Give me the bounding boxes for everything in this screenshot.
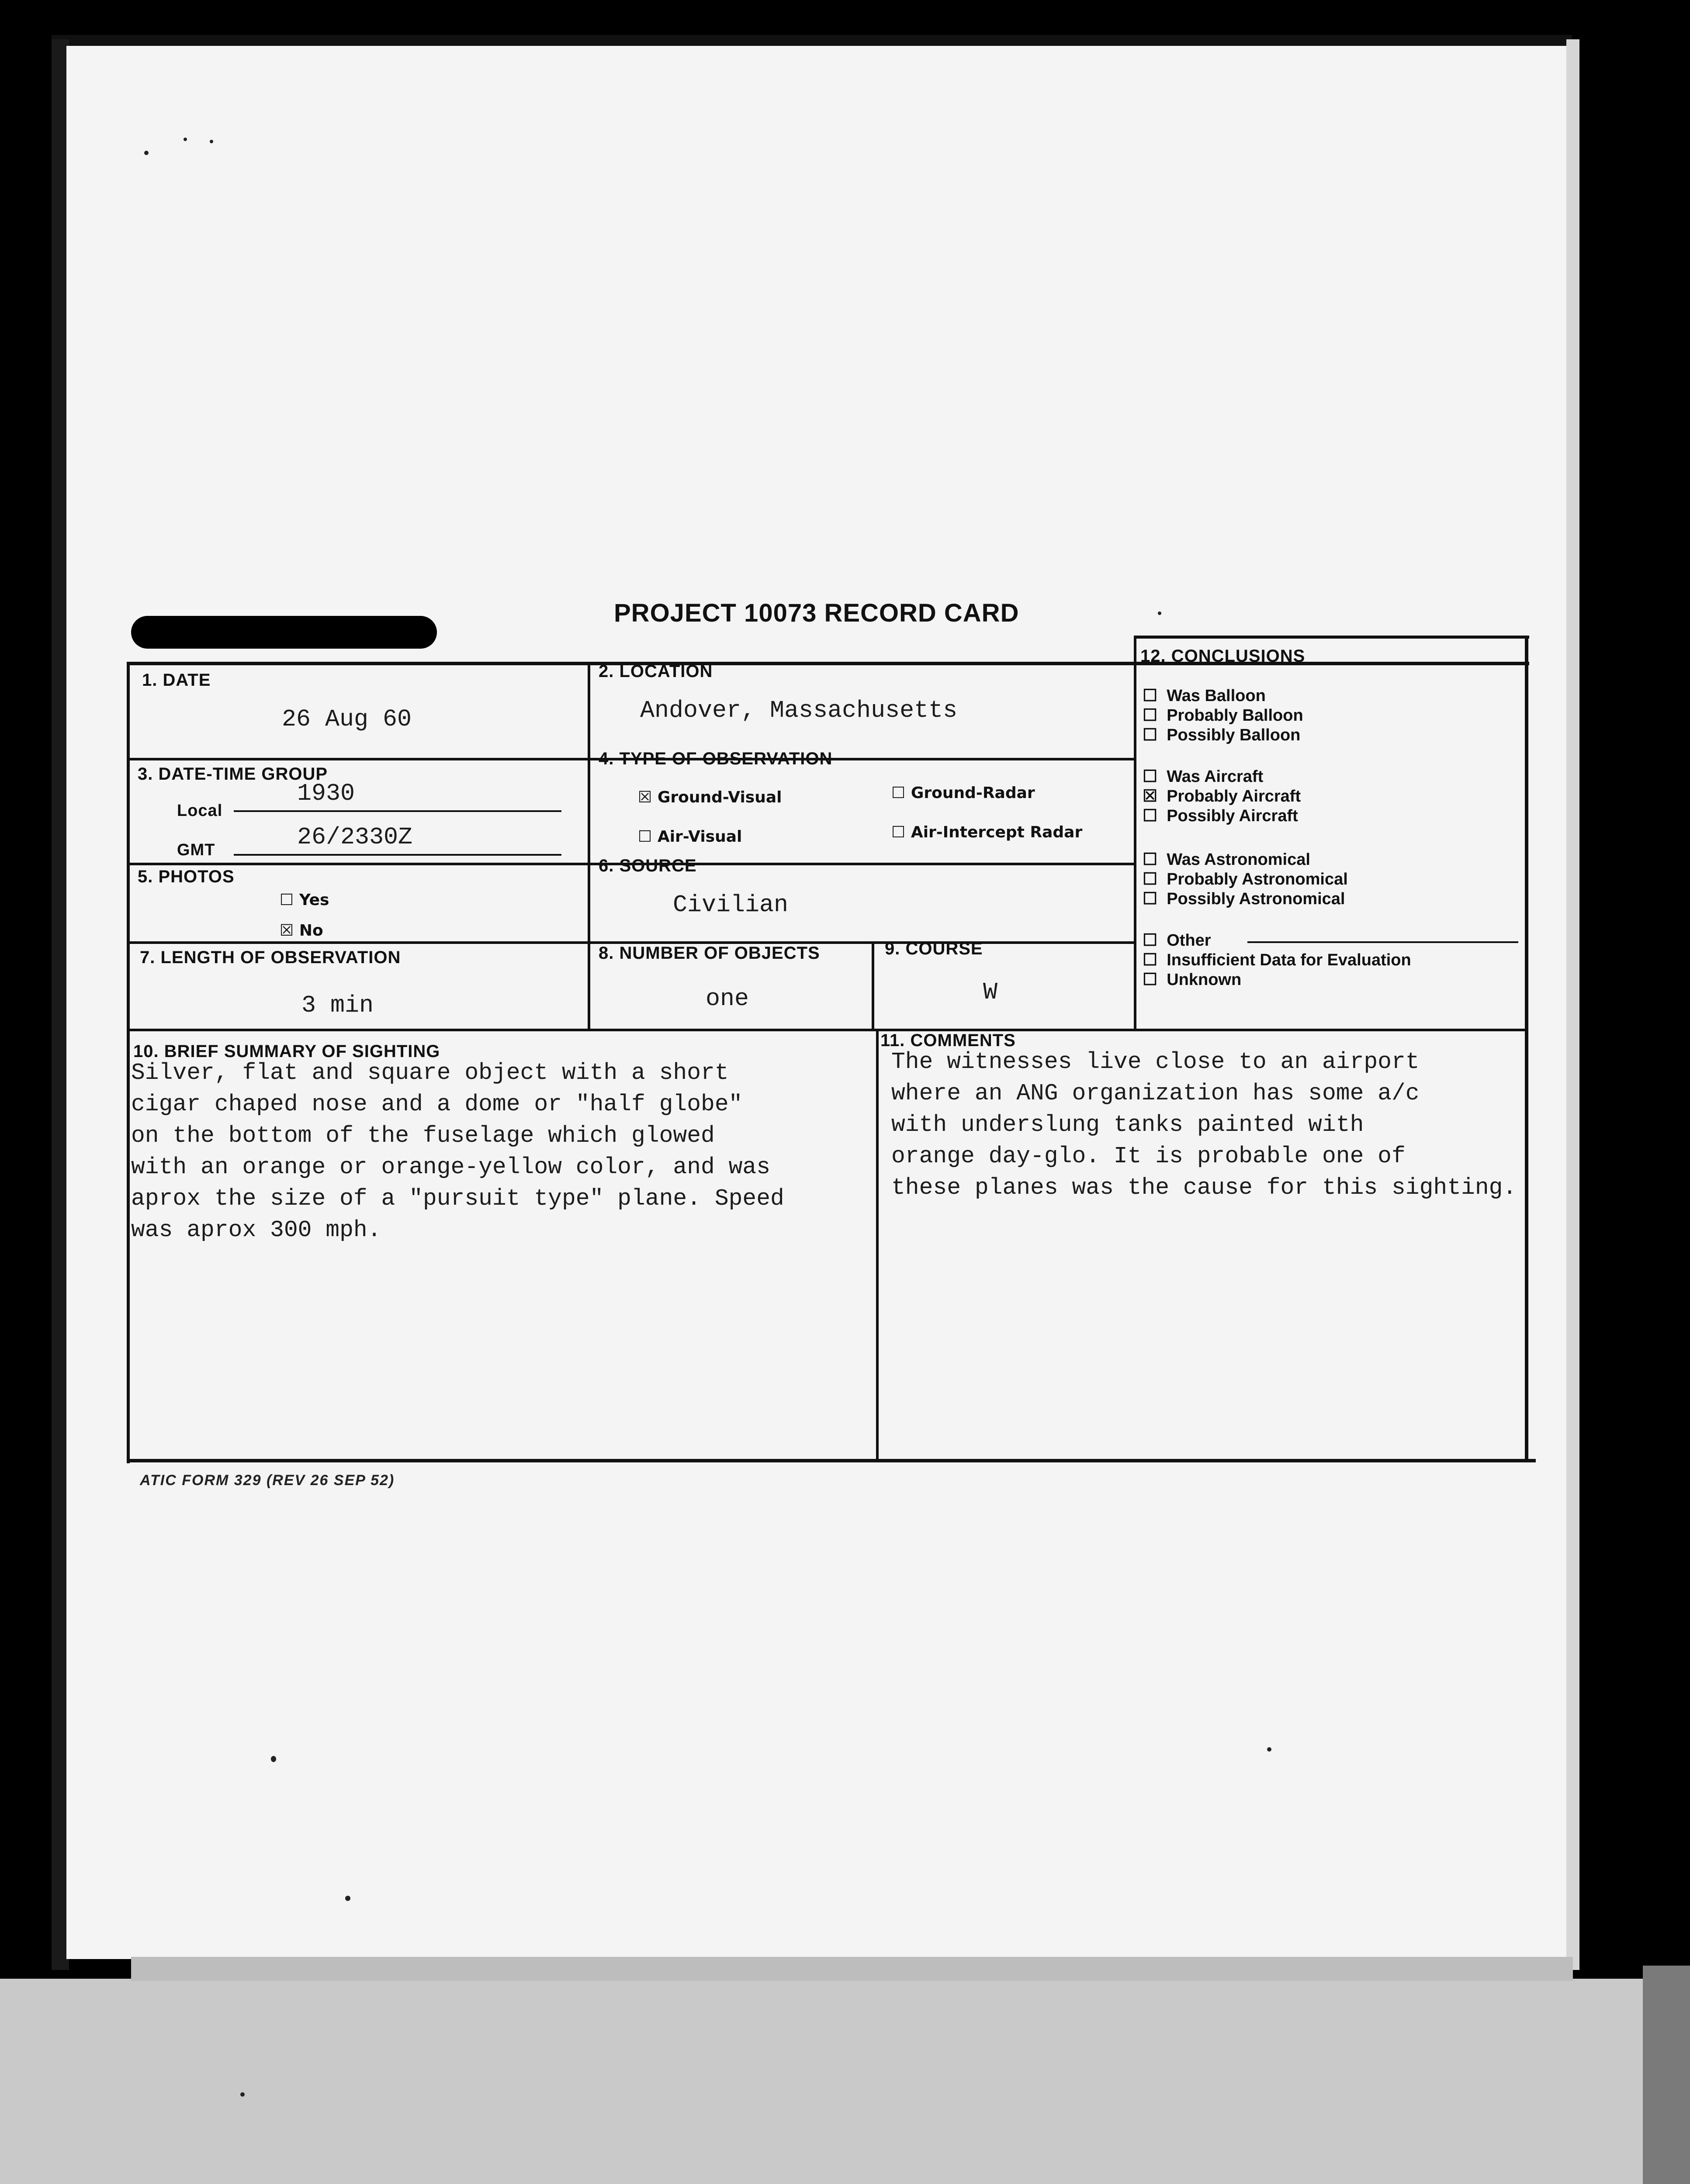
- conclusion-probably-astronomical[interactable]: ☐ Probably Astronomical: [1143, 870, 1348, 888]
- card-border-top: [127, 662, 1529, 665]
- conclusions-label: 12. CONCLUSIONS: [1140, 646, 1306, 666]
- comments-line: The witnesses live close to an airport: [891, 1049, 1420, 1075]
- air-visual-checkbox[interactable]: ☐ Air-Visual: [638, 828, 742, 846]
- conclusion-insufficient-data[interactable]: ☐ Insufficient Data for Evaluation: [1143, 951, 1411, 969]
- course-label: 9. COURSE: [885, 939, 983, 958]
- form-number: ATIC FORM 329 (REV 26 SEP 52): [140, 1472, 395, 1489]
- gmt-label: GMT: [177, 841, 215, 859]
- summary-line: cigar chaped nose and a dome or "half globe": [131, 1091, 743, 1117]
- card-title: PROJECT 10073 RECORD CARD: [614, 599, 1019, 627]
- local-value: 1930: [297, 780, 355, 807]
- other-underline: [1247, 941, 1518, 943]
- air-intercept-radar-checkbox[interactable]: ☐ Air-Intercept Radar: [891, 823, 1083, 841]
- card-border-right: [1525, 636, 1528, 1461]
- conclusion-possibly-aircraft[interactable]: ☐ Possibly Aircraft: [1143, 807, 1298, 825]
- conclusions-top-border: [1134, 636, 1529, 639]
- conclusions-left-border: [1134, 636, 1136, 1029]
- length-label: 7. LENGTH OF OBSERVATION: [140, 948, 401, 967]
- comments-line: where an ANG organization has some a/c: [891, 1080, 1420, 1106]
- local-label: Local: [177, 802, 223, 820]
- ground-visual-checkbox[interactable]: ☒ Ground-Visual: [638, 788, 782, 806]
- conclusion-unknown[interactable]: ☐ Unknown: [1143, 971, 1242, 989]
- summary-line: Silver, flat and square object with a short: [131, 1060, 729, 1086]
- conclusion-was-balloon[interactable]: ☐ Was Balloon: [1143, 687, 1266, 705]
- type-of-observation-label: 4. TYPE OF OBSERVATION: [599, 749, 833, 768]
- conclusion-was-aircraft[interactable]: ☐ Was Aircraft: [1143, 767, 1264, 786]
- course-value: W: [983, 978, 998, 1006]
- summary-line: with an orange or orange-yellow color, and was: [131, 1154, 771, 1180]
- card-border-bottom: [127, 1459, 1536, 1462]
- date-value: 26 Aug 60: [282, 705, 412, 733]
- number-of-objects-value: one: [706, 985, 749, 1013]
- photos-no-checkbox[interactable]: ☒ No: [280, 922, 323, 940]
- conclusion-other[interactable]: ☐ Other: [1143, 931, 1211, 950]
- location-label: 2. LOCATION: [599, 662, 713, 681]
- photos-label: 5. PHOTOS: [138, 867, 235, 886]
- ground-radar-checkbox[interactable]: ☐ Ground-Radar: [891, 784, 1035, 802]
- location-value: Andover, Massachusetts: [640, 697, 958, 724]
- comments-line: orange day-glo. It is probable one of: [891, 1143, 1406, 1169]
- dtg-label: 3. DATE-TIME GROUP: [138, 764, 328, 784]
- conclusion-possibly-balloon[interactable]: ☐ Possibly Balloon: [1143, 726, 1301, 744]
- row-divider-4: [127, 1029, 1527, 1031]
- conclusion-was-astronomical[interactable]: ☐ Was Astronomical: [1143, 850, 1310, 869]
- gmt-underline: [234, 854, 561, 856]
- conclusion-probably-balloon[interactable]: ☐ Probably Balloon: [1143, 706, 1303, 725]
- source-value: Civilian: [673, 891, 789, 919]
- date-label: 1. DATE: [142, 670, 211, 690]
- col-divider-c: [876, 1029, 879, 1461]
- summary-line: aprox the size of a "pursuit type" plane. Speed: [131, 1185, 784, 1212]
- comments-text: [891, 1046, 1517, 1203]
- comments-line: with underslung tanks painted with: [891, 1112, 1364, 1138]
- length-value: 3 min: [301, 992, 374, 1019]
- conclusion-probably-aircraft[interactable]: ☒ Probably Aircraft: [1143, 787, 1301, 805]
- source-label: 6. SOURCE: [599, 856, 697, 875]
- conclusion-possibly-astronomical[interactable]: ☐ Possibly Astronomical: [1143, 890, 1345, 908]
- col-divider-a: [588, 662, 590, 1029]
- summary-line: on the bottom of the fuselage which glowed: [131, 1123, 715, 1149]
- comments-label: 11. COMMENTS: [880, 1031, 1016, 1050]
- summary-text: [131, 1057, 784, 1246]
- local-underline: [234, 810, 561, 812]
- col-divider-b: [872, 941, 874, 1029]
- comments-line: these planes was the cause for this sighting.: [891, 1175, 1517, 1201]
- gmt-value: 26/2330Z: [297, 823, 413, 851]
- photos-yes-checkbox[interactable]: ☐ Yes: [280, 891, 329, 909]
- summary-line: was aprox 300 mph.: [131, 1217, 381, 1243]
- number-of-objects-label: 8. NUMBER OF OBJECTS: [599, 943, 820, 963]
- summary-label: 10. BRIEF SUMMARY OF SIGHTING: [133, 1042, 440, 1061]
- card-border-left: [127, 662, 130, 1463]
